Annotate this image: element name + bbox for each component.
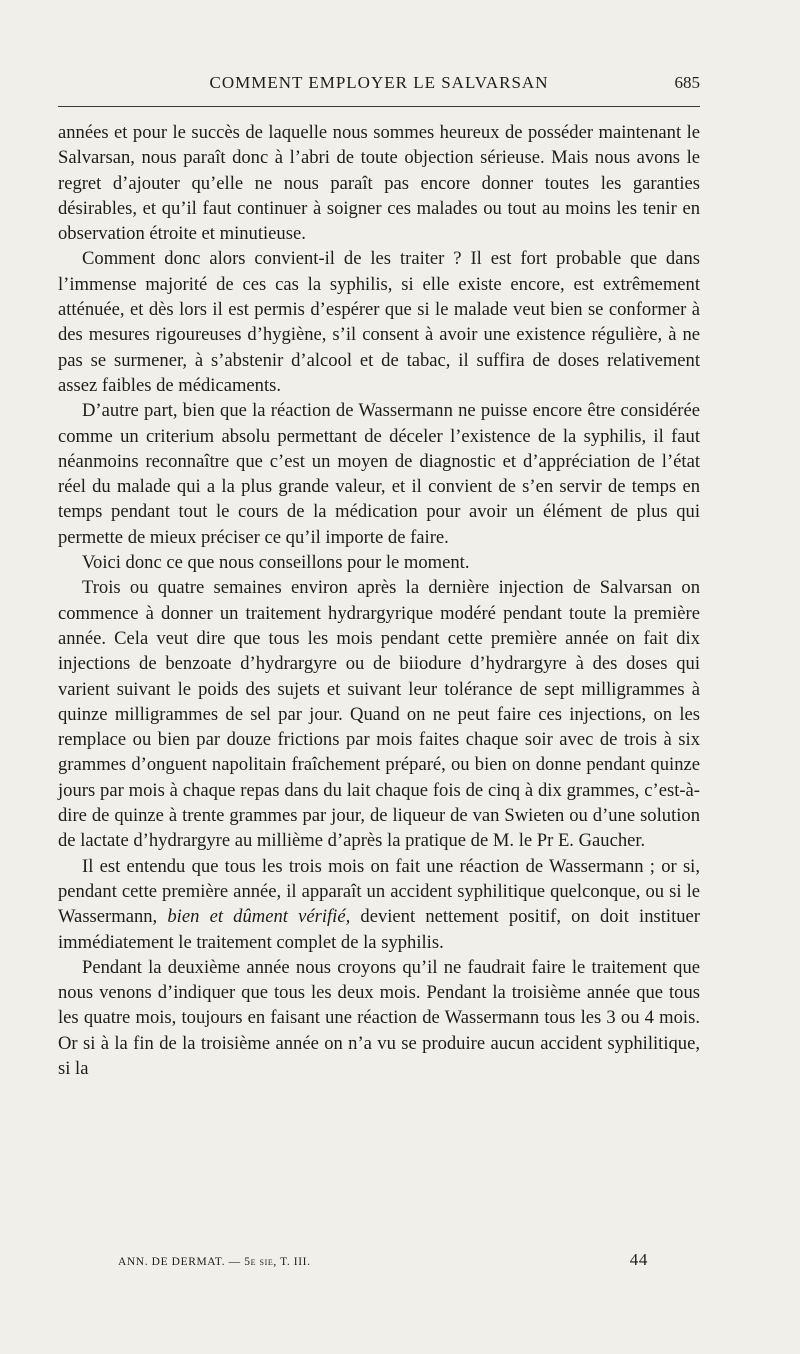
paragraph-4: Voici donc ce que nous conseillons pour le moment. — [82, 552, 470, 574]
body-text — [58, 120, 700, 1081]
page-number: 685 — [674, 73, 700, 92]
page-footer — [118, 1250, 648, 1275]
paragraph-5: Trois ou quatre semaines environ après la dernière injection de Salvarsan on commence à donner un traitement hydrargyrique modéré pendant toute la première année. Cela veut dire que tous les mois pendant cette première année on fait dix injections de benzoate d’hydrargyre ou de biiodure d’hydrargyre à des doses qui varient suivant le poids des sujets et suivant leur tolérance de sept milligrammes à quinze milligrammes de sel par jour. Quand on ne peut faire ces injections, on les remplace ou bien par douze frictions par mois faites chaque soir avec de trois à six grammes d’onguent napolitain fraîchement préparé, ou bien on donne pendant quinze jours par mois à chaque repas dans du lait chaque fois de cinq à dix grammes, c’est-à-dire de quinze à trente grammes par jour, de liqueur de van Swieten ou d’une solution de lactate d’hydrargyre au millième d’après la pratique de M. le Pr E. Gaucher. — [58, 577, 700, 852]
header-rule — [58, 106, 700, 107]
paragraph-1: années et pour le succès de laquelle nous sommes heureux de posséder maintenant le Salvarsan, nous paraît donc à l’abri de toute objection sérieuse. Mais nous avons le regret d’ajouter qu’elle ne nous paraît pas encore donner toutes les garanties désirables, et qu’il faut continuer à soigner ces malades ou tout au moins les tenir en observation étroite et minutieuse. — [58, 122, 700, 245]
paragraph-3: D’autre part, bien que la réaction de Wassermann ne puisse encore être considérée comme un criterium absolu permettant de déceler l’existence de la syphilis, il faut néanmoins reconnaître que c’est un moyen de diagnostic et d’appréciation de l’état réel du malade qui a la plus grande valeur, et il convient de s’en servir de temps en temps pendant tout le cours de la médication pour avoir un élément de plus qui permette de mieux préciser ce qu’il importe de faire. — [58, 400, 700, 548]
paragraph-6-start: Il est entendu que tous les trois mois on fait une réaction de Wassermann ; or si, pendant cette première année, il apparaît un accident syphilitique quelconque, ou si le Wassermann, — [58, 855, 700, 928]
paragraph-6 — [58, 854, 700, 955]
journal-reference: ANN. DE DERMAT. — 5e sie, T. III. — [118, 1256, 311, 1268]
paragraph-2: Comment donc alors convient-il de les traiter ? Il est fort probable que dans l’immense majorité de ces cas la syphilis, si elle existe encore, est extrêmement atténuée, et dès lors il est permis d’espérer que si le malade veut bien se conformer à des mesures rigoureuses d’hygiène, s’il consent à avoir une existence régulière, à ne pas se surmener, à s’abstenir d’alcool et de tabac, il suffira de doses relativement assez faibles de médicaments. — [58, 248, 700, 396]
signature-mark: 44 — [629, 1250, 648, 1269]
emphasis-text: bien et dûment vérifié, — [167, 906, 351, 928]
page-header — [58, 73, 700, 97]
running-title: COMMENT EMPLOYER LE SALVARSAN — [209, 73, 549, 92]
paragraph-6-end: devient nettement positif, on doit instituer immédiatement le traitement complet de la syphilis. — [58, 906, 700, 953]
paragraph-7: Pendant la deuxième année nous croyons qu’il ne faudrait faire le traitement que nous venons d’indiquer que tous les deux mois. Pendant la troisième année que tous les quatre mois, toujours en faisant une réaction de Wassermann tous les 3 ou 4 mois. Or si à la fin de la troisième année on n’a vu se produire aucun accident syphilitique, si la — [58, 956, 700, 1079]
